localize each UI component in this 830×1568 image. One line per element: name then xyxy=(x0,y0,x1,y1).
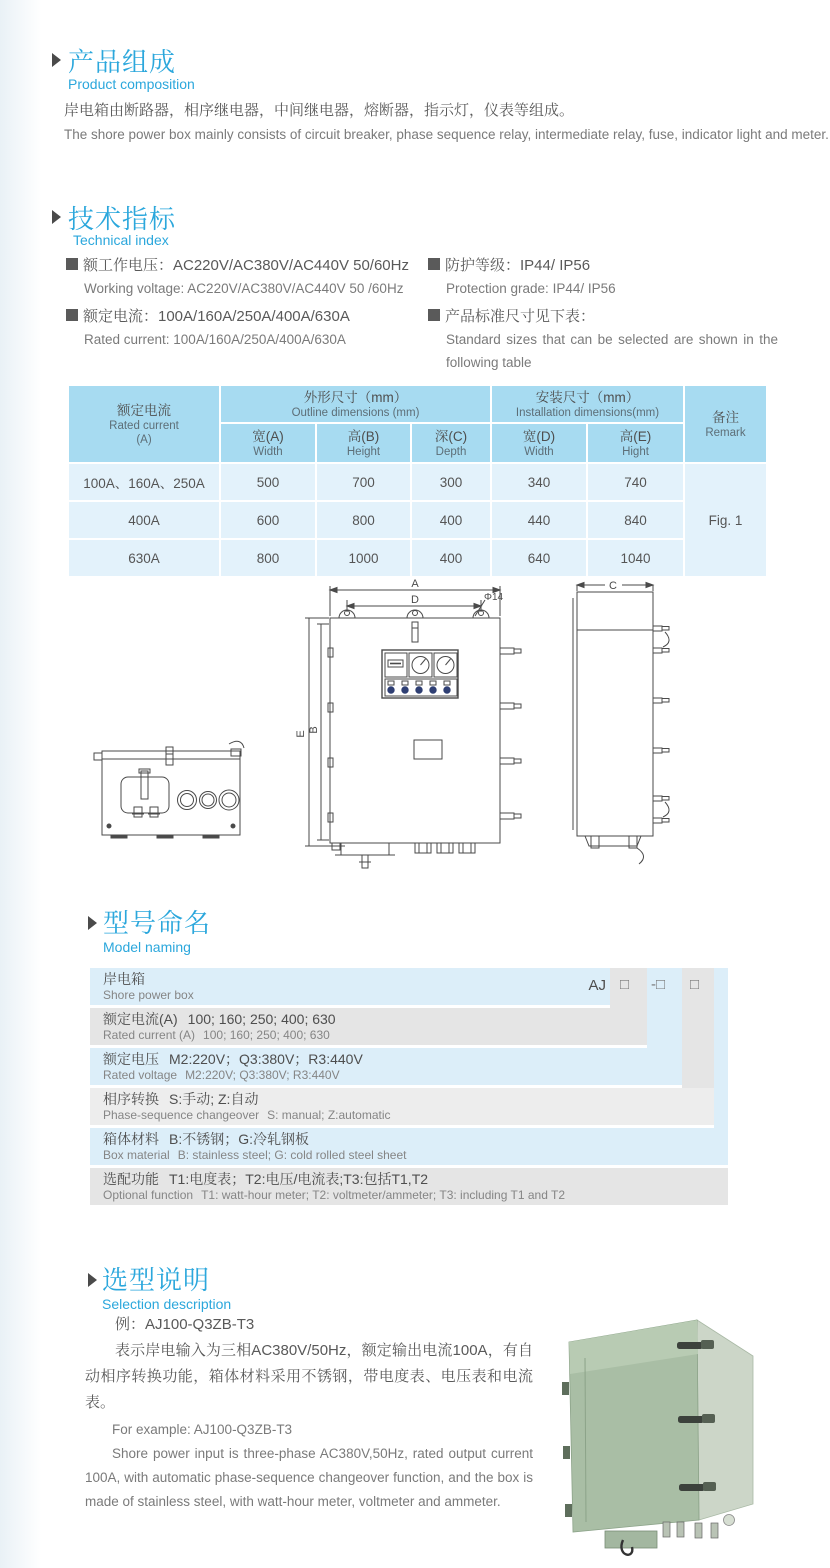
cell-depth: 400 xyxy=(412,502,490,538)
naming-row-voltage: 额定电压 M2:220V；Q3:380V；R3:440V Rated voltage M2:220V; Q3:380V; R3:440V xyxy=(90,1048,682,1085)
cell-current: 630A xyxy=(69,540,219,576)
model-prefix: AJ xyxy=(588,977,606,994)
spec-rated-current-en: Rated current: 100A/160A/250A/400A/630A xyxy=(84,332,346,347)
model-code-box-3: □ xyxy=(690,976,700,993)
spec-working-voltage-zh: 额工作电压：AC220V/AC380V/AC440V 50/60Hz xyxy=(66,254,409,275)
header-width-a: 宽(A) Width xyxy=(221,424,315,462)
composition-title-zh: 产品组成 xyxy=(68,47,177,77)
section-arrow-icon xyxy=(88,1273,97,1287)
cell-install-height: 1040 xyxy=(588,540,683,576)
spec-rated-current-zh: 额定电流：100A/160A/250A/400A/630A xyxy=(66,305,350,326)
cell-install-height: 740 xyxy=(588,464,683,500)
cell-remark-fig: Fig. 1 xyxy=(685,464,766,576)
model-code-box-2: -□ xyxy=(651,976,666,993)
naming-row-function: 选配功能 T1:电度表；T2:电压/电流表;T3:包括T1,T2 Optional function T1: watt-hour meter; T2: voltmeter/ammeter; T3: including T1 and T2 xyxy=(90,1168,728,1205)
spec-working-voltage-en: Working voltage: AC220V/AC380V/AC440V 50 /60Hz xyxy=(84,281,404,296)
square-bullet-icon xyxy=(66,309,78,321)
cell-install-height: 840 xyxy=(588,502,683,538)
bottom-view xyxy=(94,741,244,838)
cell-height: 1000 xyxy=(317,540,410,576)
naming-row-material: 箱体材料 B:不锈钢；G:冷轧钢板 Box material B: stainless steel; G: cold rolled steel sheet xyxy=(90,1128,728,1165)
naming-row-product: 岸电箱 Shore power box xyxy=(90,968,610,1005)
cell-install-width: 440 xyxy=(492,502,586,538)
selection-example-zh: 例：AJ100-Q3ZB-T3 xyxy=(115,1316,255,1333)
front-view xyxy=(305,586,521,868)
spec-protection-grade-zh: 防护等级：IP44/ IP56 xyxy=(428,254,590,275)
header-installation-dimensions: 安装尺寸（mm） Installation dimensions(mm) xyxy=(492,386,683,422)
dim-label-a: A xyxy=(411,578,419,590)
header-remark: 备注 Remark xyxy=(685,386,766,462)
header-rated-current: 额定电流 Rated current (A) xyxy=(69,386,219,462)
dim-label-e: E xyxy=(295,730,307,738)
size-table xyxy=(67,384,768,578)
selection-desc-zh: 表示岸电输入为三相AC380V/50Hz，额定输出电流100A，有自动相序转换功能，箱体材料采用不锈钢，带电度表、电压表和电流表。 xyxy=(85,1342,533,1411)
cell-width: 600 xyxy=(221,502,315,538)
cell-height: 800 xyxy=(317,502,410,538)
composition-body-zh: 岸电箱由断路器，相序继电器，中间继电器，熔断器，指示灯，仪表等组成。 xyxy=(64,102,575,119)
cell-current: 400A xyxy=(69,502,219,538)
square-bullet-icon xyxy=(428,309,440,321)
square-bullet-icon xyxy=(428,258,440,270)
dim-label-d: D xyxy=(411,594,419,606)
selection-title-en: Selection description xyxy=(102,1296,232,1312)
composition-body-en: The shore power box mainly consists of circuit breaker, phase sequence relay, intermediate relay, fuse, indicator light and meter. xyxy=(64,127,829,142)
selection-text xyxy=(85,1312,533,1514)
side-view xyxy=(573,583,669,865)
cell-install-width: 640 xyxy=(492,540,586,576)
cell-width: 500 xyxy=(221,464,315,500)
header-height-b: 高(B) Height xyxy=(317,424,410,462)
selection-desc-en: Shore power input is three-phase AC380V,50Hz, rated output current 100A, with automatic phase-sequence changeover function, and the box is made of stainless steel, with watt-hour meter, voltmeter and ammeter. xyxy=(85,1446,533,1509)
cell-depth: 400 xyxy=(412,540,490,576)
cell-install-width: 340 xyxy=(492,464,586,500)
spec-standard-sizes-en: Standard sizes that can be selected are shown in the following table xyxy=(446,332,778,370)
dim-label-c: C xyxy=(609,580,617,592)
header-width-d: 宽(D) Width xyxy=(492,424,586,462)
header-depth-c: 深(C) Depth xyxy=(412,424,490,462)
naming-row-current: 额定电流(A) 100; 160; 250; 400; 630 Rated current (A) 100; 160; 250; 400; 630 xyxy=(90,1008,647,1045)
cell-width: 800 xyxy=(221,540,315,576)
header-hight-e: 高(E) Hight xyxy=(588,424,683,462)
cell-height: 700 xyxy=(317,464,410,500)
section-arrow-icon xyxy=(52,53,61,67)
composition-title-en: Product composition xyxy=(68,76,195,92)
page-left-edge-shading xyxy=(0,0,46,1568)
technical-title-en: Technical index xyxy=(73,232,169,248)
dim-label-hole: Φ14 xyxy=(484,592,504,603)
naming-row-phase: 相序转换 S:手动; Z:自动 Phase-sequence changeover S: manual; Z:automatic xyxy=(90,1088,714,1125)
spec-protection-grade-en: Protection grade: IP44/ IP56 xyxy=(446,281,616,296)
selection-example-en: For example: AJ100-Q3ZB-T3 xyxy=(112,1422,293,1437)
cell-current: 100A、160A、250A xyxy=(69,464,219,500)
table-row xyxy=(69,540,766,576)
dim-label-b: B xyxy=(308,726,320,734)
model-naming-title-zh: 型号命名 xyxy=(103,908,212,938)
dimension-drawing xyxy=(85,578,685,890)
spec-standard-sizes-zh: 产品标准尺寸见下表： xyxy=(428,305,595,326)
cell-depth: 300 xyxy=(412,464,490,500)
meter-panel xyxy=(382,650,458,698)
model-naming-diagram xyxy=(90,966,728,1212)
model-naming-title-en: Model naming xyxy=(103,939,191,955)
table-row xyxy=(69,464,766,500)
header-outline-dimensions: 外形尺寸（mm） Outline dimensions (mm) xyxy=(221,386,490,422)
section-arrow-icon xyxy=(52,210,61,224)
technical-title-zh: 技术指标 xyxy=(68,204,177,234)
section-arrow-icon xyxy=(88,916,97,930)
selection-title-zh: 选型说明 xyxy=(102,1265,211,1295)
table-row xyxy=(69,502,766,538)
square-bullet-icon xyxy=(66,258,78,270)
product-photo xyxy=(545,1300,795,1566)
model-code-box-1: □ xyxy=(620,976,630,993)
